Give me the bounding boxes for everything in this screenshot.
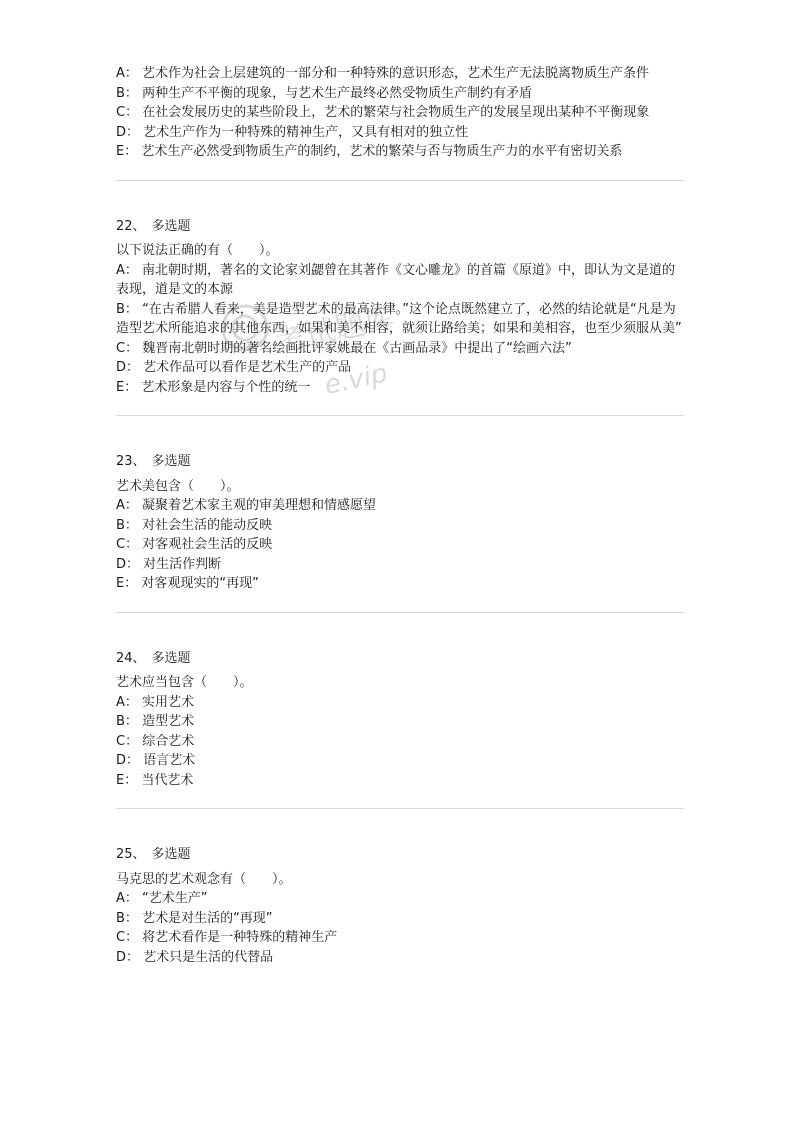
question-header-24: 24、 多选题 — [116, 650, 191, 666]
divider — [116, 180, 684, 181]
question-header-25: 25、 多选题 — [116, 847, 191, 862]
option-e: E： 对客观现实的“再现” — [116, 576, 259, 591]
watermark-text: 考试题库 — [273, 300, 398, 360]
option-d: D： 艺术生产作为一种特殊的精神生产，又具有相对的独立性 — [116, 124, 469, 140]
option-b: B： 造型艺术 — [116, 714, 195, 729]
document-page — [116, 64, 686, 967]
question-stem: 以下说法正确的有（ ）。 — [116, 243, 279, 258]
option-a: A： “艺术生产” — [116, 891, 208, 906]
option-c: C： 魏晋南北朝时期的著名绘画批评家姚最在《古画品录》中提出了“绘画六法” — [116, 340, 572, 356]
option-b: B： “在古希腊人看来，美是造型艺术的最高法律。”这个论点既然建立了，必然的结论就是“凡是为造型艺术所能追求的其他东西，如果和美不相容，就须让路给美；如果和美相容，也至少须服从美” — [116, 301, 682, 336]
question-header-22: 22、 多选题 — [116, 218, 191, 234]
option-c: C： 综合艺术 — [116, 733, 195, 749]
divider — [116, 415, 684, 416]
option-b: B： 艺术是对生活的“再现” — [116, 910, 273, 926]
option-d: D： 语言艺术 — [116, 753, 196, 768]
q21-options — [116, 64, 686, 162]
option-c: C： 在社会发展历史的某些阶段上，艺术的繁荣与社会物质生产的发展呈现出某种不平衡现象 — [116, 105, 650, 120]
question-22 — [116, 241, 686, 397]
question-stem: 艺术美包含（ ）。 — [116, 478, 240, 494]
question-stem: 艺术应当包含（ ）。 — [116, 675, 253, 690]
option-e: E： 艺术形象是内容与个性的统一 — [116, 379, 311, 395]
option-a: A： 实用艺术 — [116, 694, 195, 710]
option-a: A： 艺术作为社会上层建筑的一部分和一种特殊的意识形态，艺术生产无法脱离物质生产条件 — [116, 66, 650, 81]
divider — [116, 808, 684, 809]
question-23 — [116, 477, 686, 594]
question-stem: 马克思的艺术观念有（ ）。 — [116, 871, 292, 887]
option-c: C： 将艺术看作是一种特殊的精神生产 — [116, 930, 338, 945]
option-b: B： 两种生产不平衡的现象，与艺术生产最终必然受物质生产制约有矛盾 — [116, 85, 533, 101]
divider — [116, 612, 684, 613]
option-a: A： 南北朝时期，著名的文论家刘勰曾在其著作《文心雕龙》的首篇《原道》中，即认为文是道的表现，道是文的本源 — [116, 262, 676, 297]
option-d: D： 对生活作判断 — [116, 556, 222, 572]
option-e: E： 艺术生产必然受到物质生产的制约，艺术的繁荣与否与物质生产力的水平有密切关系 — [116, 144, 623, 159]
watermark-subtext: e.vip — [321, 358, 391, 401]
option-d: D： 艺术作品可以看作是艺术生产的产品 — [116, 360, 352, 375]
option-a: A： 凝聚着艺术家主观的审美理想和情感愿望 — [116, 498, 377, 513]
option-d: D： 艺术只是生活的代替品 — [116, 949, 274, 965]
question-25 — [116, 870, 686, 968]
option-c: C： 对客观社会生活的反映 — [116, 537, 273, 552]
question-header-23: 23、 多选题 — [116, 454, 191, 469]
question-24 — [116, 673, 686, 790]
option-b: B： 对社会生活的能动反映 — [116, 517, 273, 533]
option-e: E： 当代艺术 — [116, 772, 194, 788]
